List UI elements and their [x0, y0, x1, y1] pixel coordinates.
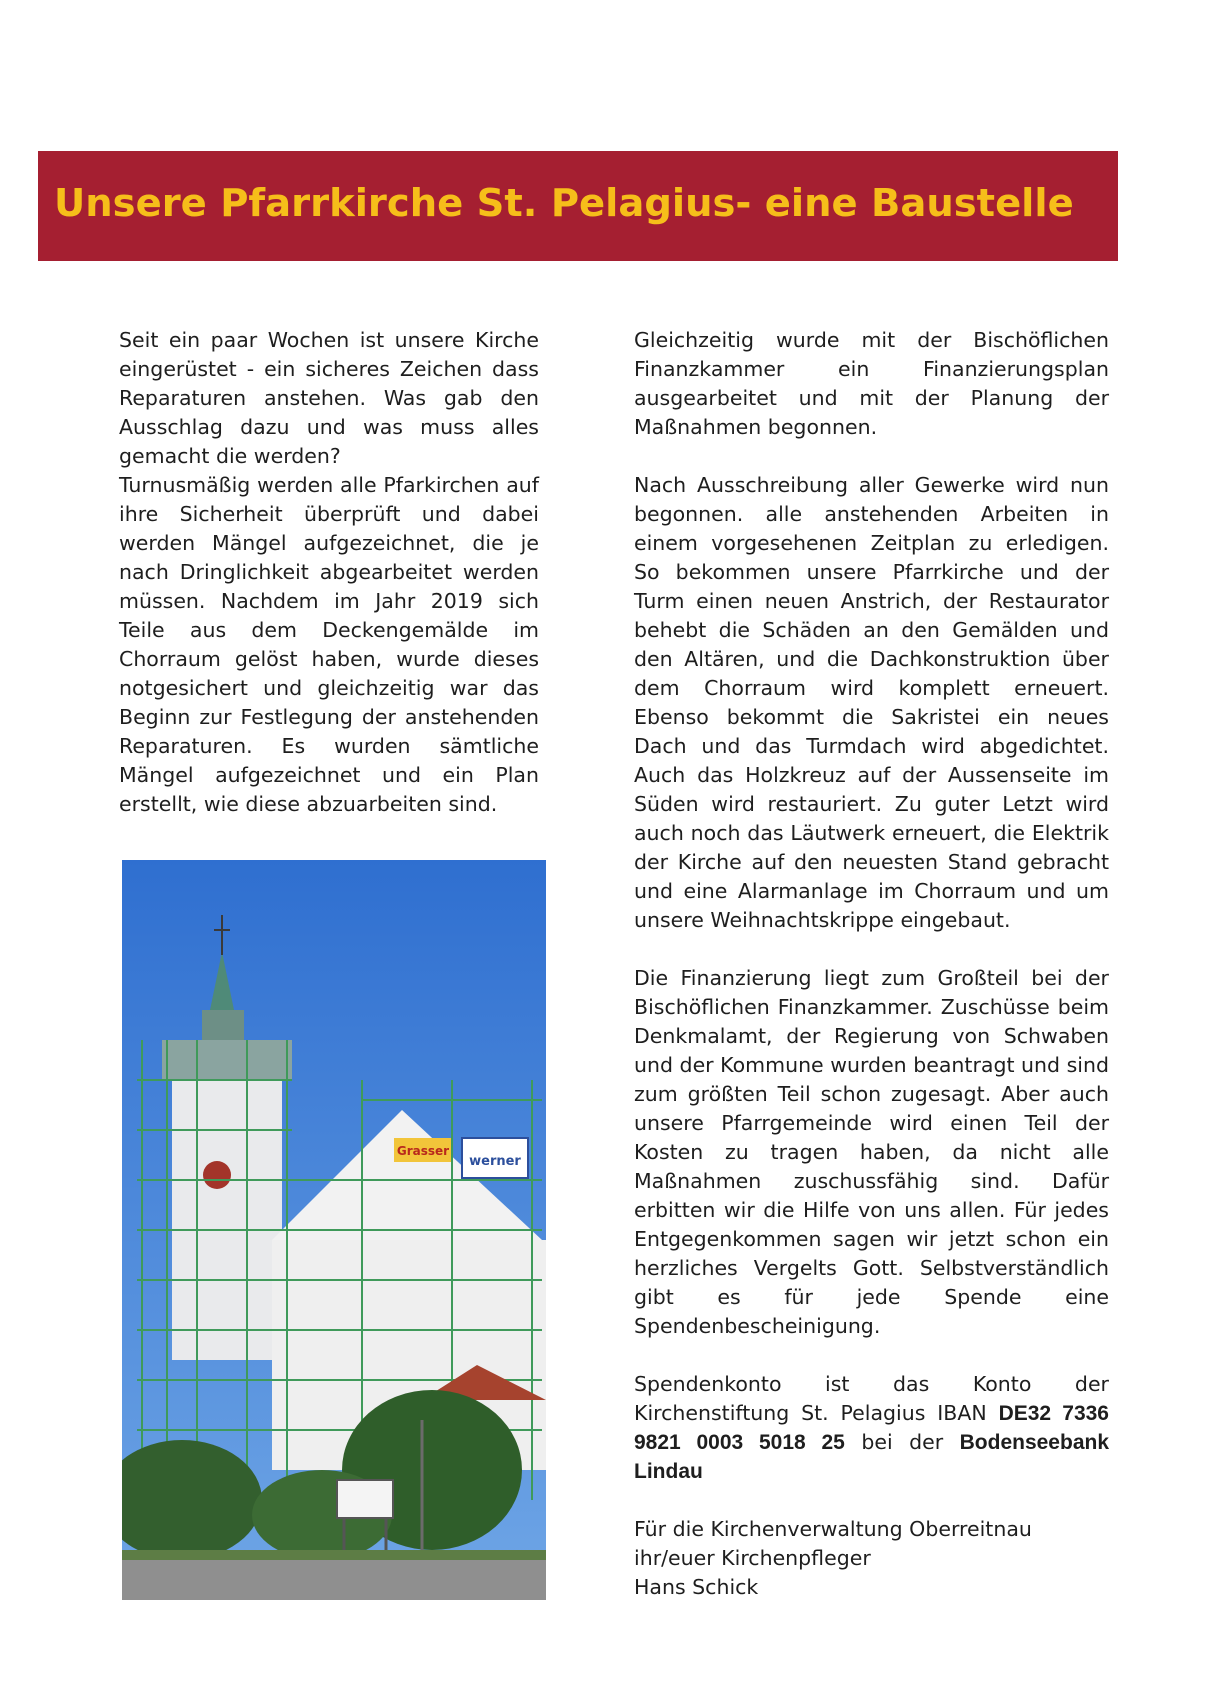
- account-intro: Spendenkonto ist das Konto der Kirchenstiftung St. Pelagius: [634, 1372, 1109, 1425]
- bei-der-text: bei der: [861, 1430, 944, 1454]
- financing-plan-paragraph: Gleichzeitig wurde mit der Bischöflichen Finanzkammer ein Finanzierungsplan ausgearbeitet und mit der Planung der Maßnahmen begonnen.: [634, 328, 1109, 439]
- title-banner: [38, 151, 1118, 261]
- works-paragraph: Nach Ausschreibung aller Gewerke wird nun begonnen. alle anstehenden Arbeiten in einem vorgesehenen Zeitplan zu erledigen. So bekommen unsere Pfarrkirche und der Turm einen neuen Anstrich, der Restaurator behebt die Schäden an den Gemälden und den Altären, und die Dachkonstruktion über dem Chorraum wird komplett erneuert. Ebenso bekommt die Sakristei ein neues Dach und das Turmdach wird abgedichtet. Auch das Holzkreuz auf der Aussenseite im Süden wird restauriert. Zu guter Letzt wird auch noch das Läutwerk erneuert, die Elektrik der Kirche auf den neuesten Stand gebracht und eine Alarmanlage im Chorraum und um unsere Weihnachtskrippe eingebaut.: [634, 473, 1109, 932]
- financing-paragraph: Die Finanzierung liegt zum Großteil bei der Bischöflichen Finanzkammer. Zuschüsse beim Denkmalamt, der Regierung von Schwaben und der Kommune wurden beantragt und sind zum größten Teil schon zugesagt. Aber auch unsere Pfarrgemeinde wird einen Teil der Kosten zu tragen haben, da nicht alle Maßnahmen zuschussfähig sind. Dafür erbitten wir die Hilfe von uns allen. Für jedes Entgegenkommen sagen wir jetzt schon ein herzliches Vergelts Gott. Selbstverständlich gibt es für jede Spende eine Spendenbescheinigung.: [634, 966, 1109, 1338]
- right-column: [634, 326, 1109, 1602]
- iban-label: IBAN: [937, 1401, 987, 1425]
- signature-line-2: ihr/euer Kirchenpfleger: [634, 1546, 871, 1570]
- bank-name: Bodenseebank Lindau: [634, 1431, 1110, 1483]
- page-title: Unsere Pfarrkirche St. Pelagius- eine Baustelle: [54, 181, 1074, 226]
- signature-line-1: Für die Kirchenverwaltung Oberreitnau: [634, 1517, 1032, 1541]
- scaffold-banner-werner: werner: [469, 1154, 521, 1169]
- church-scaffolding-photo: [122, 860, 546, 1600]
- intro-paragraph: Seit ein paar Wochen ist unsere Kirche eingerüstet - ein sicheres Zeichen dass Reparaturen anstehen. Was gab den Ausschlag dazu und was muss alles gemacht die werden?: [119, 328, 539, 468]
- iban-number: DE32 7336 9821 0003 5018 25: [634, 1402, 1109, 1454]
- signature-name: Hans Schick: [634, 1575, 759, 1599]
- inspection-paragraph: Turnusmäßig werden alle Pfarkirchen auf ihre Sicherheit überprüft und dabei werden Mängel aufgezeichnet, die je nach Dringlichkeit abgearbeitet werden müssen. Nachdem im Jahr 2019 sich Teile aus dem Deckengemälde im Chorraum gelöst haben, wurde dieses notgesichert und gleichzeitig war das Beginn zur Festlegung der anstehenden Reparaturen. Es wurden sämtliche Mängel aufgezeichnet und ein Plan erstellt, wie diese abzuarbeiten sind.: [119, 473, 539, 816]
- scaffold-banner-grasser: Grasser: [396, 1144, 450, 1158]
- donation-account-paragraph: [634, 1370, 1109, 1486]
- left-column: [119, 326, 539, 819]
